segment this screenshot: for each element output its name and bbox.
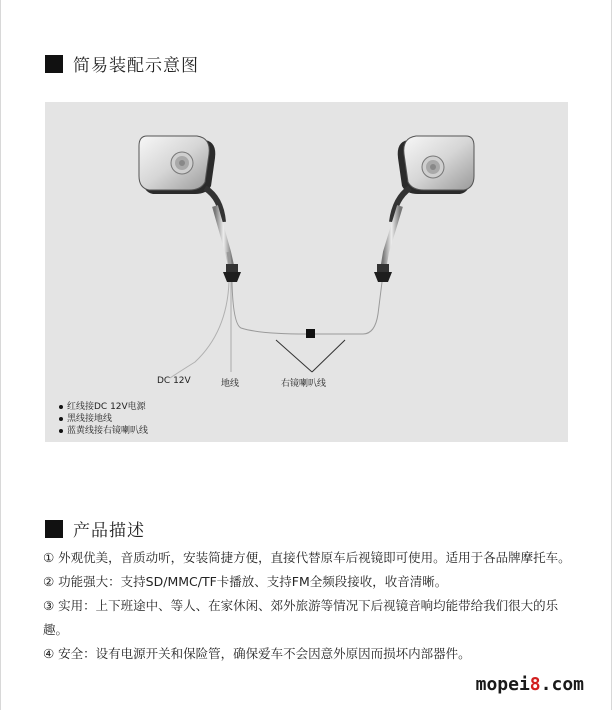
bullet-icon — [59, 405, 63, 409]
bullet-icon — [59, 429, 63, 433]
section-heading-assembly — [45, 51, 199, 76]
speaker-pointer-lines — [276, 340, 345, 372]
watermark-accent: 8 — [529, 674, 541, 695]
description-item: ④ 安全：设有电源开关和保险管，确保爱车不会因意外原因而损坏内部器件。 — [43, 646, 471, 661]
section-title: 简易装配示意图 — [73, 56, 199, 76]
legend-text: 黑线接地线 — [67, 414, 113, 424]
bullet-icon — [59, 417, 63, 421]
legend-item — [59, 413, 148, 425]
description-item: ② 功能强大：支持SD/MMC/TF卡播放、支持FM全频段接收，收音清晰。 — [43, 574, 448, 589]
dc-12v-label: DC 12V — [157, 376, 191, 386]
section-heading-description — [45, 516, 145, 541]
assembly-diagram — [45, 102, 568, 442]
speaker-wire-label: 右镜喇叭线 — [281, 379, 327, 389]
watermark-suffix: .com — [540, 674, 584, 695]
left-mirror — [139, 136, 241, 282]
ground-wire-label: 地线 — [221, 379, 240, 389]
heading-square-icon — [45, 55, 63, 73]
heading-square-icon — [45, 520, 63, 538]
watermark-prefix: mopei — [475, 674, 530, 695]
mirror-wiring-illustration — [45, 102, 568, 442]
site-watermark — [472, 674, 588, 695]
right-mirror — [374, 136, 474, 282]
wiring — [170, 282, 382, 378]
connector-block — [306, 329, 315, 338]
page-border-left — [0, 0, 1, 710]
section-title: 产品描述 — [73, 521, 145, 541]
description-item: ③ 实用：上下班途中、等人、在家休闲、郊外旅游等情况下后视镜音响均能带给我们很大的乐趣。 — [43, 598, 559, 637]
legend-item — [59, 401, 148, 413]
legend-item — [59, 425, 148, 437]
description-item: ① 外观优美，音质动听，安装简捷方便，直接代替原车后视镜即可使用。适用于各品牌摩托车。 — [43, 550, 571, 565]
product-description — [43, 546, 573, 666]
legend-text: 蓝黄线接右镜喇叭线 — [67, 426, 149, 436]
legend-text: 红线接DC 12V电源 — [67, 402, 146, 412]
wiring-legend — [59, 401, 148, 437]
